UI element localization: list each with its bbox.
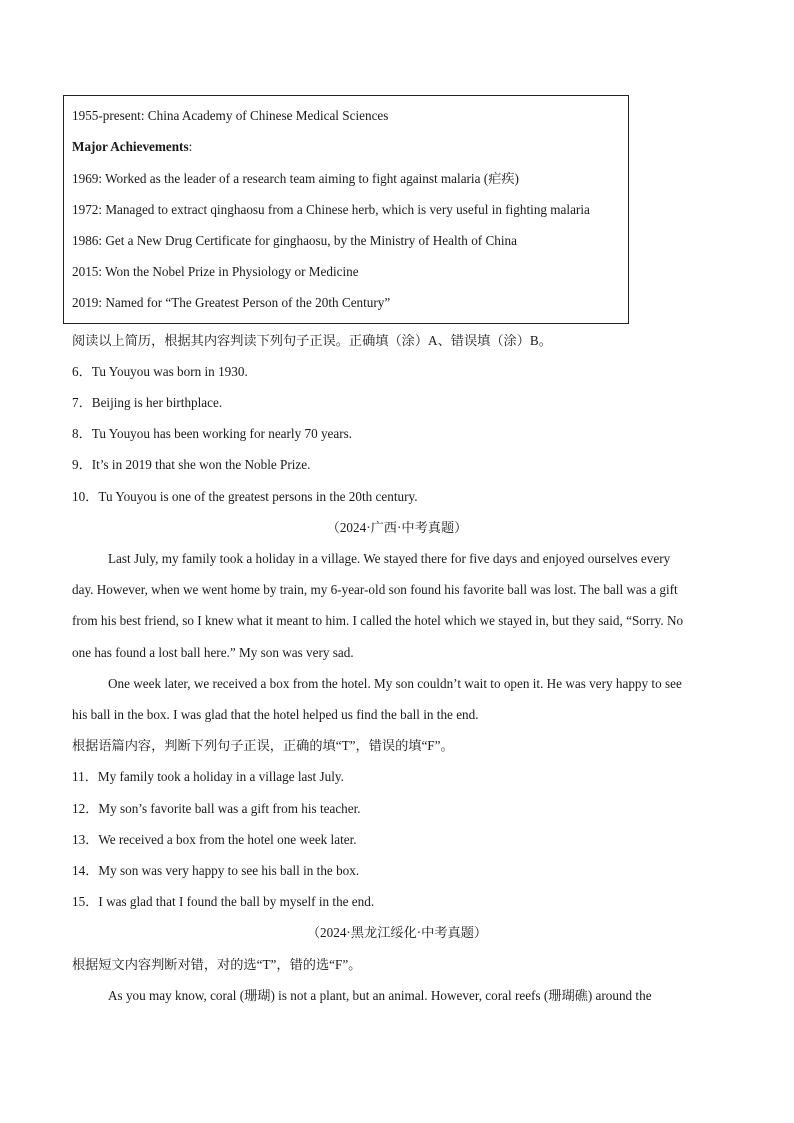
resume-line-1: 1955-present: China Academy of Chinese Medical Sciences [72,108,389,123]
achievements-label: Major Achievements [72,139,189,154]
achievements-colon: : [188,139,193,154]
achievement-item: 2015: Won the Nobel Prize in Physiology or Medicine [72,264,359,279]
section3-source: （2024·黑龙江绥化·中考真题） [306,925,488,940]
question-item: 7．Beijing is her birthplace. [72,395,223,410]
question-item: 13．We received a box from the hotel one week later. [72,832,357,847]
section2-source: （2024·广西·中考真题） [326,520,468,535]
question-item: 12．My son’s favorite ball was a gift from his teacher. [72,801,361,816]
passage-line: day. However, when we went home by train, my 6-year-old son found his favorite ball was lost. The ball was a gift [72,582,678,597]
passage-line: One week later, we received a box from the hotel. My son couldn’t wait to open it. He was very happy to see [108,676,682,691]
achievements-heading [72,139,192,155]
achievement-item: 1986: Get a New Drug Certificate for ginghaosu, by the Ministry of Health of China [72,233,517,248]
passage-line: one has found a lost ball here.” My son was very sad. [72,645,354,660]
section1-instruction: 阅读以上简历，根据其内容判读下列句子正误。正确填（涂）A、错误填（涂）B。 [72,333,552,348]
passage-line: Last July, my family took a holiday in a village. We stayed there for five days and enjoyed ourselves every [108,551,671,566]
question-item: 11．My family took a holiday in a village last July. [72,769,344,784]
section3-instruction: 根据短文内容判断对错，对的选“T”，错的选“F”。 [72,957,362,972]
question-item: 6．Tu Youyou was born in 1930. [72,364,248,379]
achievement-item: 1972: Managed to extract qinghaosu from a Chinese herb, which is very useful in fighting malaria [72,202,590,217]
section2-instruction: 根据语篇内容，判断下列句子正误，正确的填“T”，错误的填“F”。 [72,738,454,753]
question-item: 10．Tu Youyou is one of the greatest persons in the 20th century. [72,489,418,504]
question-item: 9．It’s in 2019 that she won the Noble Prize. [72,457,311,472]
passage-line: his ball in the box. I was glad that the hotel helped us find the ball in the end. [72,707,479,722]
achievement-item: 1969: Worked as the leader of a research team aiming to fight against malaria (疟疾) [72,171,519,186]
question-item: 8．Tu Youyou has been working for nearly 70 years. [72,426,353,441]
passage-line: from his best friend, so I knew what it meant to him. I called the hotel which we stayed in, but they said, “Sorry. No [72,613,684,628]
question-item: 14．My son was very happy to see his ball in the box. [72,863,360,878]
question-item: 15．I was glad that I found the ball by myself in the end. [72,894,375,909]
achievement-item: 2019: Named for “The Greatest Person of the 20th Century” [72,295,391,310]
passage-line: As you may know, coral (珊瑚) is not a plant, but an animal. However, coral reefs (珊瑚礁) around the [108,988,652,1003]
